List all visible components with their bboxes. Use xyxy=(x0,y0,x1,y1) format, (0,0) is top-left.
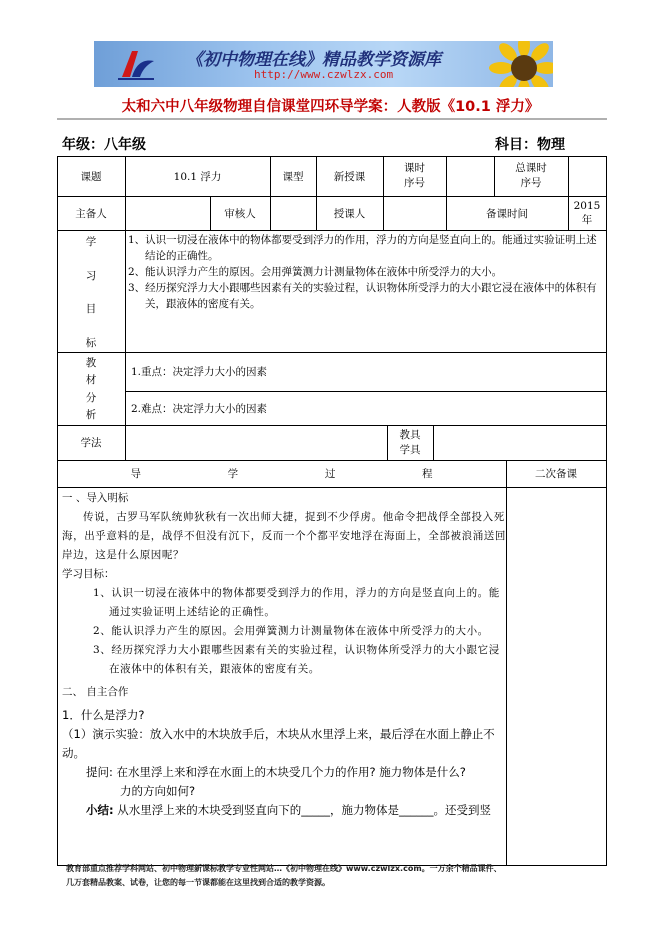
objectives-label-char: 目 xyxy=(85,303,97,316)
demo-experiment: （1）演示实验：放入水中的木块放手后，木块从水里浮上来，最后浮在水面上静止不动。 xyxy=(62,727,495,760)
objectives-label xyxy=(57,234,125,350)
analysis-label-char: 材 xyxy=(85,374,97,387)
period-label-line2: 序号 xyxy=(404,177,425,189)
summary-text: 从水里浮上来的木块受到竖直向下的_____，施力物体是______。还受到竖 xyxy=(117,803,492,817)
intro-story: 传说，古罗马军队统帅狄秋有一次出师大捷，捉到不少俘虏。他命令把战俘全部投入死海，出乎意料的是，战俘不但没有沉下，反而一个个都平安地浮在海面上，全部被浪涌送回岸边，这是什么原因呢？ xyxy=(62,511,506,561)
total-period-label xyxy=(494,156,568,196)
page-footer xyxy=(66,862,606,890)
second-prep-header: 二次备课 xyxy=(535,468,577,480)
analysis-label xyxy=(57,356,125,422)
objective-item: 3、经历探究浮力大小跟哪些因素有关的实验过程，认识物体所受浮力的大小跟它浸在液体中的体积有关，跟液体的密度有关。 xyxy=(128,282,597,310)
prep-label: 主备人 xyxy=(75,207,107,220)
teacher-label: 授课人 xyxy=(333,207,366,220)
type-label: 课型 xyxy=(282,170,304,183)
objective-item: 1、认识一切浸在液体中的物体都要受到浮力的作用，浮力的方向是竖直向上的。能通过实验证明上述结论的正确性。 xyxy=(128,234,597,262)
question-heading: 1．什么是浮力? xyxy=(62,708,145,722)
goal-item: 3、经历探究浮力大小跟哪些因素有关的实验过程，认识物体所受浮力的大小跟它浸在液体中的体积有关，跟液体的密度有关。 xyxy=(93,644,500,675)
period-label-line1: 课时 xyxy=(404,162,425,174)
year-line2: 年 xyxy=(581,214,593,226)
year-value xyxy=(568,196,606,230)
page-title: 太和六中八年级物理自信课堂四环导学案：人教版《10.1 浮力》 xyxy=(121,99,540,115)
prompt-label: 提问: xyxy=(86,765,113,779)
site-logo-icon xyxy=(114,47,158,83)
goals-title: 学习目标： xyxy=(62,568,115,580)
key-point: 1.重点：决定浮力大小的因素 xyxy=(131,366,268,378)
objective-item: 2、能认识浮力产生的原因。会用弹簧测力计测量物体在液体中所受浮力的大小。 xyxy=(128,266,503,278)
goal-item: 1、认识一切浸在液体中的物体都要受到浮力的作用，浮力的方向是竖直向上的。能通过实验证明上述结论的正确性。 xyxy=(93,587,500,618)
sunflower-icon xyxy=(489,41,553,87)
total-label-line1: 总课时 xyxy=(515,162,547,174)
lesson-label: 课题 xyxy=(80,170,102,183)
title-divider xyxy=(57,118,607,120)
footer-line: 教育部重点推荐学科网站、初中物理新课标教学专业性网站…《初中物理在线》www.czwlzx.com。一万余个精品课件、 xyxy=(66,864,502,873)
objectives-label-char: 习 xyxy=(85,269,97,282)
goal-item: 2、能认识浮力产生的原因。会用弹簧测力计测量物体在液体中所受浮力的大小。 xyxy=(93,625,489,637)
grade-label: 年级：八年级 xyxy=(62,137,146,153)
lesson-value: 10.1 浮力 xyxy=(173,170,222,183)
guide-process-header: 导 学 过 程 xyxy=(130,468,433,480)
objectives-list xyxy=(128,232,606,312)
analysis-label-char: 教 xyxy=(85,357,97,369)
summary-label: 小结: xyxy=(86,803,114,817)
analysis-label-char: 分 xyxy=(85,391,97,404)
type-value: 新授课 xyxy=(333,170,366,183)
prompt-text: 在水里浮上来和浮在水面上的木块受几个力的作用? 施力物体是什么? xyxy=(116,765,466,779)
analysis-label-char: 析 xyxy=(85,408,97,421)
method-label: 学法 xyxy=(80,437,102,449)
guide-content xyxy=(62,489,506,820)
difficulty-point: 2.难点：决定浮力大小的因素 xyxy=(131,402,268,415)
review-label: 审核人 xyxy=(224,207,256,220)
objectives-label-char: 学 xyxy=(85,236,97,248)
tools-label-line2: 学具 xyxy=(399,443,421,456)
banner-title: 《初中物理在线》精品教学资源库 xyxy=(186,50,441,70)
header-banner xyxy=(94,41,553,87)
prompt-question xyxy=(62,763,506,782)
summary xyxy=(62,801,506,820)
tools-label xyxy=(387,425,433,460)
banner-url[interactable]: http://www.czwlzx.com xyxy=(254,68,394,81)
time-label: 备课时间 xyxy=(486,207,528,220)
total-label-line2: 序号 xyxy=(520,177,542,189)
objectives-label-char: 标 xyxy=(85,336,97,349)
prompt-continued: 力的方向如何? xyxy=(120,784,196,798)
footer-line: 几万套精品教案、试卷，让您的每一节课都能在这里找到合适的教学资源。 xyxy=(66,878,330,887)
section-title: 一 、导入明标 xyxy=(62,492,129,504)
period-label xyxy=(383,156,446,196)
year-line1: 2015 xyxy=(573,200,601,212)
subject-label: 科目：物理 xyxy=(495,137,565,153)
tools-label-line1: 教具 xyxy=(399,428,421,441)
section-title: 二、 自主合作 xyxy=(62,686,129,698)
